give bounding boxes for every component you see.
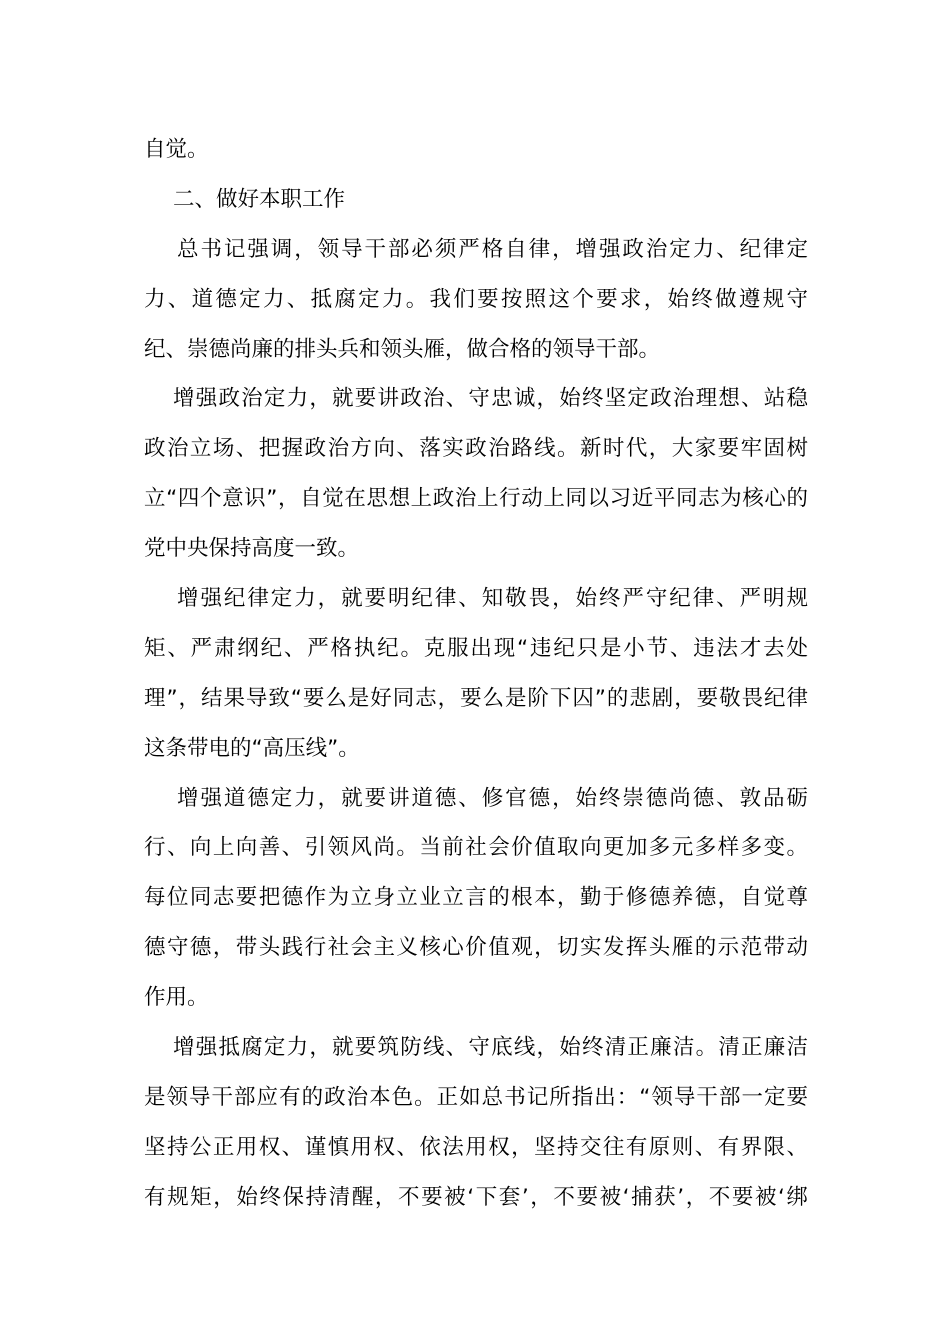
text-line: 党中央保持高度一致。 (144, 536, 360, 562)
text-line: 政治立场、把握政治方向、落实政治路线。新时代，大家要牢固树 (144, 436, 808, 462)
text-line: 自觉。 (144, 137, 209, 162)
text-line: 是领导干部应有的政治本色。正如总书记所指出：“领导干部一定要 (144, 1084, 808, 1110)
text-line: 有规矩，始终保持清醒，不要被‘下套’，不要被‘捕获’，不要被‘绑 (144, 1184, 808, 1210)
text-line: 增强纪律定力，就要明纪律、知敬畏，始终严守纪律、严明规 (177, 586, 808, 612)
text-line: 总书记强调，领导干部必须严格自律，增强政治定力、纪律定 (177, 236, 808, 262)
text-line: 每位同志要把德作为立身立业立言的根本，勤于修德养德，自觉尊 (144, 885, 808, 911)
text-line: 作用。 (144, 985, 209, 1011)
text-line: 纪、崇德尚廉的排头兵和领头雁，做合格的领导干部。 (144, 336, 661, 362)
text-line: 立“四个意识”，自觉在思想上政治上行动上同以习近平同志为核心的 (144, 486, 808, 512)
document-body (144, 125, 808, 1223)
text-line: 增强政治定力，就要讲政治、守忠诚，始终坚定政治理想、站稳 (173, 386, 808, 412)
text-line: 这条带电的“高压线”。 (144, 735, 360, 761)
text-line: 增强道德定力，就要讲道德、修官德，始终崇德尚德、敦品砺 (177, 785, 808, 811)
text-line: 矩、严肃纲纪、严格执纪。克服出现“违纪只是小节、违法才去处 (144, 635, 808, 661)
text-line: 理”，结果导致“要么是好同志，要么是阶下囚”的悲剧，要敬畏纪律 (144, 685, 808, 711)
text-line: 增强抵腐定力，就要筑防线、守底线，始终清正廉洁。清正廉洁 (173, 1035, 808, 1061)
text-line: 力、道德定力、抵腐定力。我们要按照这个要求，始终做遵规守 (144, 286, 808, 312)
text-line: 德守德，带头践行社会主义核心价值观，切实发挥头雁的示范带动 (144, 935, 808, 961)
section-heading: 二、做好本职工作 (173, 186, 346, 212)
text-line: 坚持公正用权、谨慎用权、依法用权，坚持交往有原则、有界限、 (144, 1134, 808, 1160)
text-line: 行、向上向善、引领风尚。当前社会价值取向更加多元多样多变。 (144, 835, 808, 861)
